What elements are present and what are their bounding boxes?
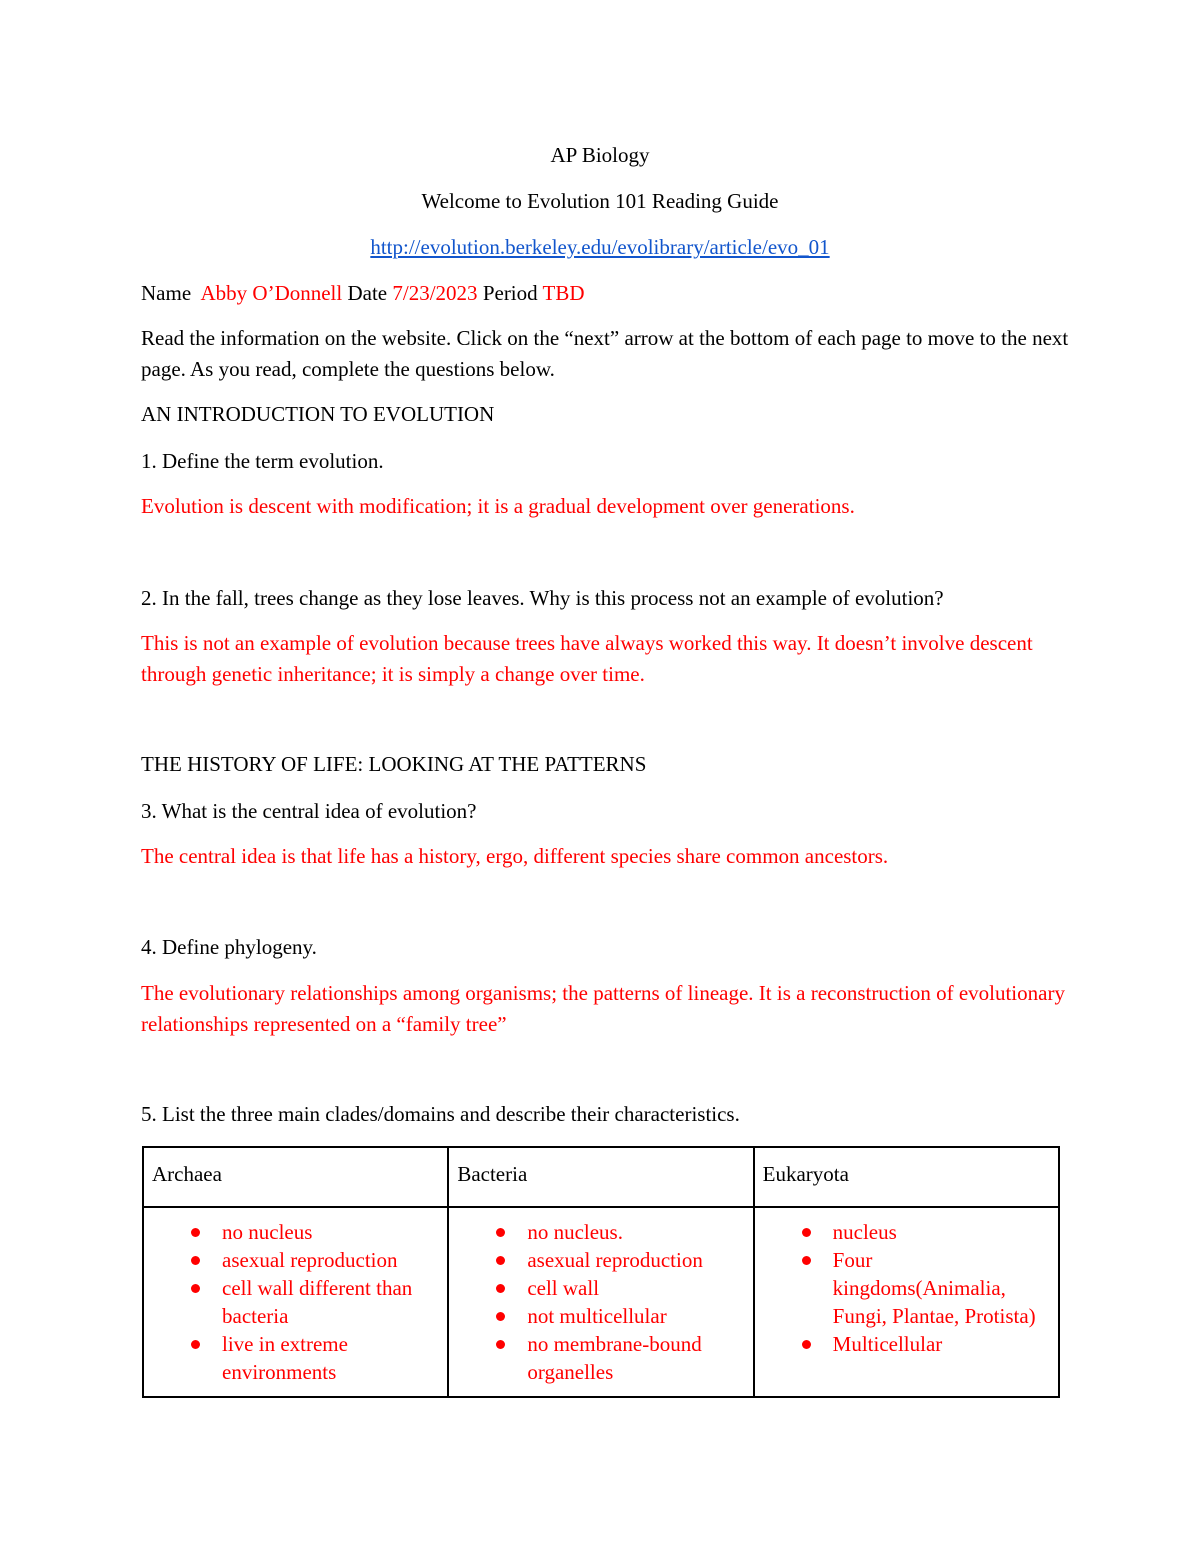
- period-value: TBD: [542, 281, 585, 305]
- student-info: [141, 278, 585, 309]
- question-2: 2. In the fall, trees change as they lose leaves. Why is this process not an example of evolution?: [141, 586, 944, 610]
- date-value: 7/23/2023: [392, 281, 478, 305]
- domains-table: [142, 1146, 1060, 1398]
- list-item: no nucleus: [152, 1218, 439, 1246]
- list-item: Four kingdoms(Animalia, Fungi, Plantae, Protista): [763, 1246, 1050, 1330]
- bullet-icon: [802, 1228, 811, 1237]
- table-body-row: [143, 1207, 1059, 1397]
- period-label: Period: [482, 281, 538, 305]
- guide-title: Welcome to Evolution 101 Reading Guide: [421, 189, 779, 213]
- archaea-cell: [143, 1207, 448, 1397]
- evolution-link[interactable]: http://evolution.berkeley.edu/evolibrary/article/evo_01: [370, 235, 830, 259]
- answer-4: The evolutionary relationships among organisms; the patterns of lineage. It is a reconstruction of evolutionary relationships represented on a “family tree”: [141, 981, 1065, 1036]
- answer-3: The central idea is that life has a history, ergo, different species share common ancestors.: [141, 844, 889, 868]
- header-archaea: Archaea: [143, 1147, 448, 1207]
- answer-2: This is not an example of evolution because trees have always worked this way. It doesn’t involve descent through genetic inheritance; it is simply a change over time.: [141, 631, 1033, 686]
- bullet-icon: [802, 1256, 811, 1265]
- answer-1: Evolution is descent with modification; it is a gradual development over generations.: [141, 494, 855, 518]
- list-item: not multicellular: [457, 1302, 744, 1330]
- list-item: asexual reproduction: [457, 1246, 744, 1274]
- section-heading-intro: AN INTRODUCTION TO EVOLUTION: [141, 402, 495, 426]
- eukaryota-cell: [754, 1207, 1059, 1397]
- bullet-icon: [191, 1340, 200, 1349]
- bacteria-list: [457, 1218, 744, 1386]
- archaea-list: [152, 1218, 439, 1386]
- bullet-icon: [496, 1256, 505, 1265]
- bullet-icon: [802, 1340, 811, 1349]
- list-item: nucleus: [763, 1218, 1050, 1246]
- bullet-icon: [496, 1312, 505, 1321]
- bullet-icon: [191, 1284, 200, 1293]
- list-item: cell wall: [457, 1274, 744, 1302]
- bullet-icon: [496, 1228, 505, 1237]
- table-header-row: [143, 1147, 1059, 1207]
- list-item: live in extreme environments: [152, 1330, 439, 1386]
- bacteria-cell: [448, 1207, 753, 1397]
- name-value: Abby O’Donnell: [200, 281, 343, 305]
- list-item: Multicellular: [763, 1330, 1050, 1358]
- name-label: Name: [141, 281, 192, 305]
- bullet-icon: [191, 1228, 200, 1237]
- section-heading-history: THE HISTORY OF LIFE: LOOKING AT THE PATTERNS: [141, 752, 647, 776]
- bullet-icon: [496, 1340, 505, 1349]
- question-3: 3. What is the central idea of evolution?: [141, 799, 477, 823]
- list-item: no membrane-bound organelles: [457, 1330, 744, 1386]
- instructions: Read the information on the website. Click on the “next” arrow at the bottom of each page to move to the next page. As you read, complete the questions below.: [141, 326, 1069, 381]
- url-line: [0, 232, 1200, 263]
- list-item: asexual reproduction: [152, 1246, 439, 1274]
- question-4: 4. Define phylogeny.: [141, 935, 317, 959]
- question-1: 1. Define the term evolution.: [141, 449, 384, 473]
- eukaryota-list: [763, 1218, 1050, 1358]
- course-title: AP Biology: [550, 143, 650, 167]
- bullet-icon: [496, 1284, 505, 1293]
- list-item: no nucleus.: [457, 1218, 744, 1246]
- header-bacteria: Bacteria: [448, 1147, 753, 1207]
- list-item: cell wall different than bacteria: [152, 1274, 439, 1330]
- question-5: 5. List the three main clades/domains and describe their characteristics.: [141, 1102, 740, 1126]
- header-eukaryota: Eukaryota: [754, 1147, 1059, 1207]
- bullet-icon: [191, 1256, 200, 1265]
- date-label: Date: [347, 281, 388, 305]
